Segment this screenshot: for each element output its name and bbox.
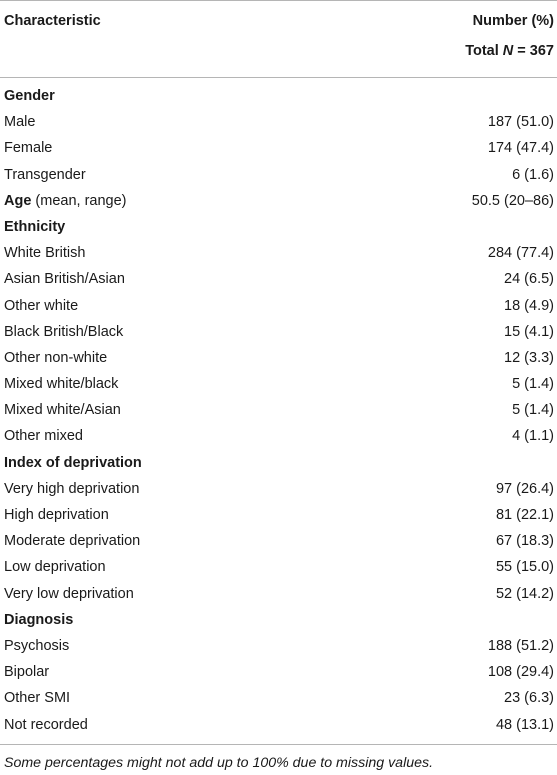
header-total-n: N	[502, 43, 514, 59]
row-label: Not recorded	[4, 716, 88, 733]
row-value: 67 (18.3)	[495, 533, 554, 550]
row-value: 4 (1.1)	[512, 428, 554, 445]
section-header-row	[0, 84, 557, 110]
row-label: Mixed white/Asian	[4, 402, 121, 419]
section-label: Index of deprivation	[4, 454, 142, 471]
row-label: Very low deprivation	[4, 585, 134, 602]
row-value: 15 (4.1)	[504, 323, 554, 340]
row-label: High deprivation	[4, 507, 109, 523]
table-row	[0, 582, 557, 608]
row-label: Other mixed	[4, 428, 83, 445]
table-row	[0, 424, 557, 450]
section-header-row	[0, 608, 557, 634]
row-value: 284 (77.4)	[487, 245, 554, 262]
row-value: 108 (29.4)	[487, 664, 554, 681]
row-label: Other white	[4, 297, 79, 314]
row-value: 50.5 (20–86)	[471, 192, 554, 209]
row-label: Bipolar	[4, 664, 50, 681]
row-value: 48 (13.1)	[495, 716, 554, 733]
row-label: Mixed white/black	[4, 376, 119, 393]
table-row	[0, 320, 557, 346]
header-characteristic: Characteristic	[4, 13, 101, 29]
table-row	[0, 555, 557, 581]
table-row	[0, 372, 557, 398]
table-row	[0, 398, 557, 424]
table-row	[0, 294, 557, 320]
header-number: Number (%)	[472, 13, 554, 29]
row-label: Psychosis	[4, 637, 70, 654]
row-value: 12 (3.3)	[504, 349, 554, 366]
table-footnote: Some percentages might not add up to 100% due to missing values.	[4, 754, 434, 771]
table-body	[0, 78, 557, 739]
row-value: 52 (14.2)	[495, 585, 554, 602]
row-label	[4, 193, 127, 209]
section-header-row	[0, 451, 557, 477]
row-value: 55 (15.0)	[495, 559, 554, 576]
table-row	[0, 163, 557, 189]
table-row	[0, 503, 557, 529]
header-total	[465, 43, 554, 59]
row-value: 5 (1.4)	[512, 376, 554, 393]
table-row	[0, 713, 557, 739]
row-label: Black British/Black	[4, 323, 124, 340]
row-value: 81 (22.1)	[495, 507, 554, 523]
row-value: 97 (26.4)	[495, 480, 554, 497]
section-label: Diagnosis	[4, 611, 74, 628]
row-label: Other SMI	[4, 690, 71, 707]
row-value: 18 (4.9)	[504, 297, 554, 314]
row-value: 174 (47.4)	[487, 140, 554, 157]
row-value: 188 (51.2)	[487, 637, 554, 654]
table-header	[0, 1, 557, 77]
row-label: Moderate deprivation	[4, 533, 141, 550]
table-row	[0, 241, 557, 267]
section-label: Gender	[4, 88, 55, 104]
row-label: Other non-white	[4, 349, 108, 366]
row-value: 24 (6.5)	[504, 271, 554, 288]
row-value: 23 (6.3)	[504, 690, 554, 707]
row-label-rest: (mean, range)	[31, 192, 127, 209]
row-value: 187 (51.0)	[487, 114, 554, 131]
row-label-bold: Age	[4, 192, 32, 209]
table-row	[0, 660, 557, 686]
table-row	[0, 529, 557, 555]
table-row	[0, 136, 557, 162]
row-value: 6 (1.6)	[512, 166, 554, 183]
table-row	[0, 346, 557, 372]
section-header-row	[0, 215, 557, 241]
table-row	[0, 110, 557, 136]
table-row	[0, 686, 557, 712]
table-row	[0, 267, 557, 293]
table-row	[0, 634, 557, 660]
row-label: Asian British/Asian	[4, 271, 125, 288]
header-total-prefix: Total	[465, 43, 503, 59]
row-label: Male	[4, 114, 36, 131]
row-label: Transgender	[4, 166, 86, 183]
row-label: White British	[4, 245, 86, 262]
row-label: Low deprivation	[4, 559, 106, 576]
row-label: Very high deprivation	[4, 480, 140, 497]
row-value: 5 (1.4)	[512, 402, 554, 419]
row-label: Female	[4, 140, 53, 157]
section-label: Ethnicity	[4, 218, 66, 235]
table-row	[0, 477, 557, 503]
table-row	[0, 189, 557, 215]
header-total-suffix: = 367	[513, 43, 554, 59]
